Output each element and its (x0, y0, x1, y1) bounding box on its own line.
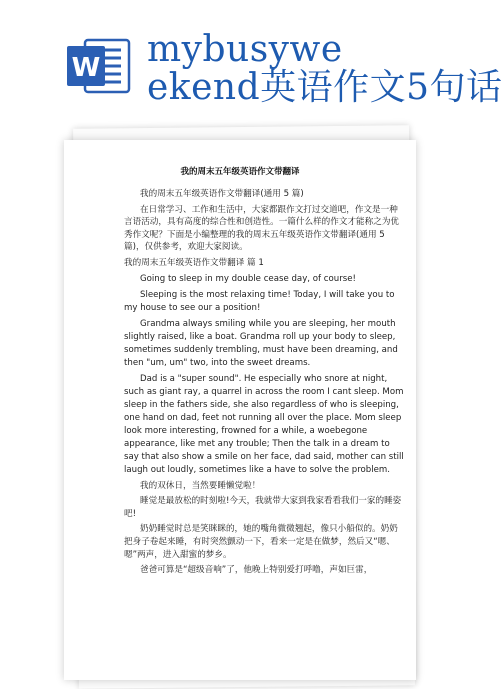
svg-text:W: W (71, 53, 101, 83)
paragraph: 爸爸可算是“超级音响”了，他晚上特别爱打呼噜，声如巨雷， (140, 565, 373, 576)
intro-paragraph: 在日常学习、工作和生活中，大家都跟作文打过交道吧，作文是一种言语活动，具有高度的综合性和创造性。一篇什么样的作文才能称之为优秀作文呢？下面是小编整理的我的周末五年级英语作文带翻译(通用 5 篇)，仅供参考，欢迎大家阅读。 (124, 204, 400, 253)
banner-title (147, 29, 503, 108)
document-body (124, 188, 406, 580)
paragraph: Dad is a "super sound". He especially who snore at night, such as giant ray, a quarrel in across the room I cant sleep. Mom sleep in the fathers side, she also regardless of who is sleeping, one hand on dad, feet not running all over the place. Mom sleep look more interesting, frowned for a while, a woebegone appearance, like met any trouble; Then the talk in a dream to say that also show a smile on her face, dad said, mother can still laugh out loudly, sometimes like a have to solve the problem. (124, 373, 404, 475)
word-icon (63, 30, 135, 102)
document-title: 我的周末五年级英语作文带翻译 (180, 167, 300, 177)
paragraph: 睡觉是最放松的时刻啦!今天，我就带大家到我家看看我们一家的睡姿吧! (124, 496, 402, 519)
paragraph: Grandma always smiling while you are sleeping, her mouth slightly raised, like a boat. Grandma roll up your body to sleep, sometimes suddenly trembling, must have been dreaming, and then "um, um" two, into the sweet dreams. (124, 318, 398, 368)
document-subtitle: 我的周末五年级英语作文带翻译(通用 5 篇) (140, 189, 304, 199)
paragraph: 奶奶睡觉时总是笑眯眯的，她的嘴角微微翘起，像只小船似的。奶奶把身子卷起来睡，有时突然颤动一下，看来一定是在做梦，然后又“嗯、嗯”两声，进入甜蜜的梦乡。 (124, 524, 398, 560)
banner (0, 0, 503, 130)
banner-title-line-2: ekend英语作文5句话 (147, 67, 503, 108)
paragraph: 我的双休日，当然要睡懒觉啦！ (140, 480, 261, 491)
paragraph: Going to sleep in my double cease day, of course! (140, 273, 356, 284)
section-heading: 我的周末五年级英语作文带翻译 篇 1 (124, 257, 264, 268)
document-page (64, 140, 416, 680)
banner-title-line-1: mybusywe (147, 29, 343, 70)
paragraph: Sleeping is the most relaxing time! Today, I will take you to my house to see our a position! (124, 289, 395, 313)
